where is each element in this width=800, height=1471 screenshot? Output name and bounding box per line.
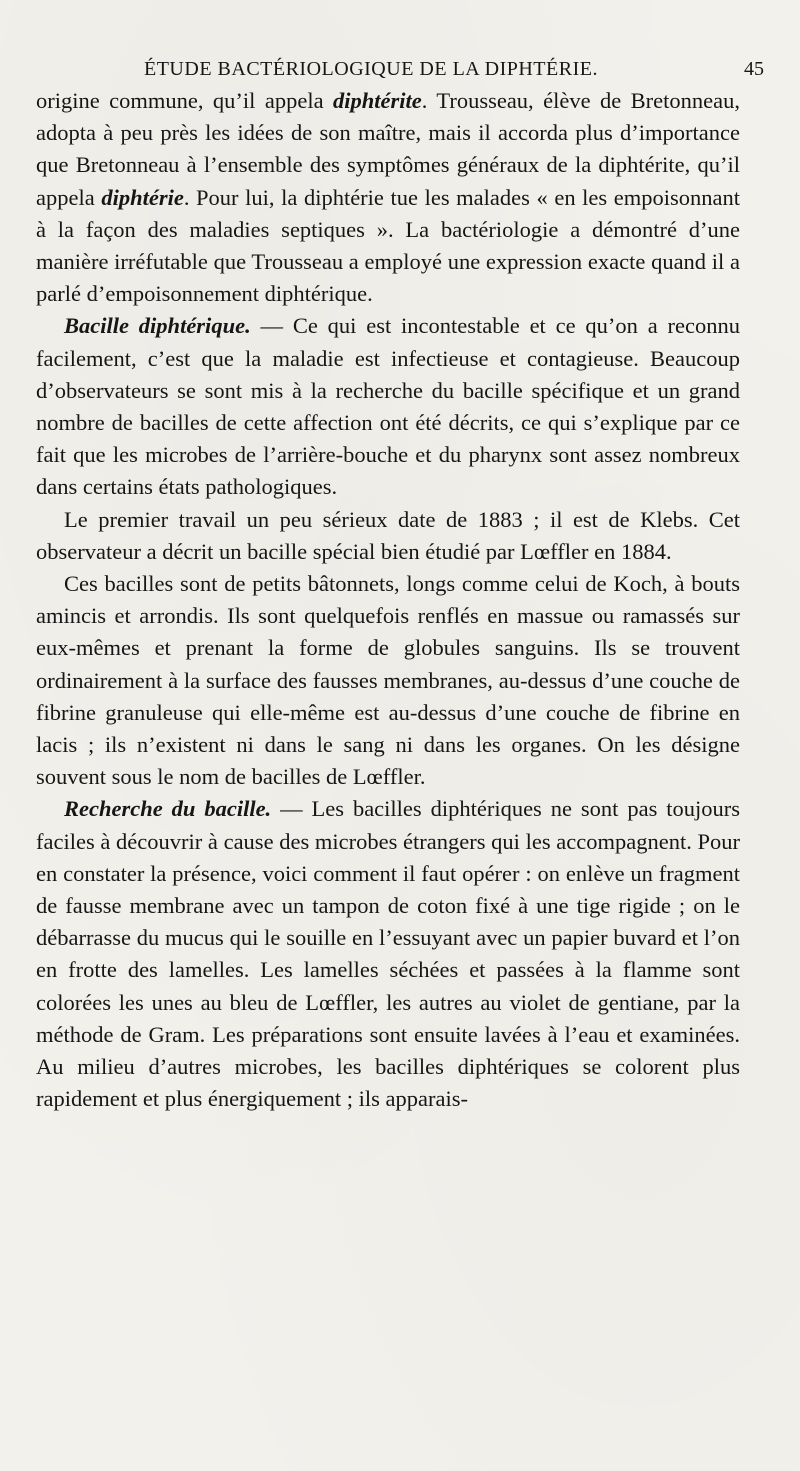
paragraph-text: . Trousseau, élève de Bretonneau, adopta à peu près les idées de son maître, mais il accorda plus d’importance que Bretonneau à l’ensemble des symptômes généraux de la diphtérite, qu’il appela xyxy=(36,88,740,210)
paragraph-continuation xyxy=(36,85,740,310)
section-heading: Recherche du bacille. xyxy=(64,796,272,822)
running-title: ÉTUDE BACTÉRIOLOGIQUE DE LA DIPHTÉRIE. xyxy=(144,58,598,80)
paragraph-text: . Pour lui, la diphtérie tue les malades « en les empoisonnant à la façon des maladies septiques ». La bactériologie a démontré d’une manière irréfutable que Trousseau a employé une expression exacte quand il a parlé d’empoisonnement diphtérique. xyxy=(36,184,740,307)
body-text xyxy=(36,85,740,1116)
term-diphterie: diphtérie xyxy=(101,184,184,210)
paragraph xyxy=(36,504,740,568)
page-number: 45 xyxy=(744,58,764,80)
paragraph xyxy=(36,568,740,793)
term-diphterite: diphtérite xyxy=(332,88,422,113)
section-recherche-du-bacille xyxy=(36,793,740,1115)
paragraph-text: Le premier travail un peu sérieux date de 1883 ; il est de Klebs. Cet observateur a décrit un bacille spécial bien étudié par Lœffler en 1884. xyxy=(36,506,740,564)
paragraph-text: Ces bacilles sont de petits bâtonnets, longs comme celui de Koch, à bouts amincis et arrondis. Ils sont quelquefois renflés en massue ou ramassés sur eux-mêmes et prenant la forme de globules sanguins. Ils se trouvent ordinairement à la surface des fausses membranes, au-dessus d’une couche de fibrine granuleuse qui elle-même est au-dessus d’une couche de fibrine en lacis ; ils n’existent ni dans le sang ni dans les organes. On les désigne souvent sous le nom de bacilles de Lœffler. xyxy=(36,571,740,790)
section-heading: Bacille diphtérique. xyxy=(64,313,251,339)
paragraph-text: — Ce qui est incontestable et ce qu’on a reconnu facilement, c’est que la maladie est infectieuse et contagieuse. Beaucoup d’observateurs se sont mis à la recherche du bacille spécifique et un grand nombre de bacilles de cette affection ont été décrits, ce qui s’explique par ce fait que les microbes de l’arrière-bouche et du pharynx sont assez nombreux dans certains états pathologiques. xyxy=(36,313,741,500)
section-bacille-diphterique xyxy=(36,310,740,503)
running-head xyxy=(36,58,764,81)
paragraph-text: origine commune, qu’il appela xyxy=(36,88,333,113)
paragraph-text: — Les bacilles diphtériques ne sont pas toujours faciles à découvrir à cause des microbes étrangers qui les accompagnent. Pour en constater la présence, voici comment il faut opérer : on enlève un fragment de fausse membrane avec un tampon de coton fixé à une tige rigide ; on le débarrasse du mucus qui le souille en l’essuyant avec un papier buvard et l’on en frotte des lamelles. Les lamelles séchées et passées à la flamme sont colorées les unes au bleu de Lœffler, les autres au violet de gentiane, par la méthode de Gram. Les préparations sont ensuite lavées à l’eau et examinées. Au milieu d’autres microbes, les bacilles diphtériques se colorent plus rapidement et plus énergiquement ; ils apparais- xyxy=(36,796,740,1112)
